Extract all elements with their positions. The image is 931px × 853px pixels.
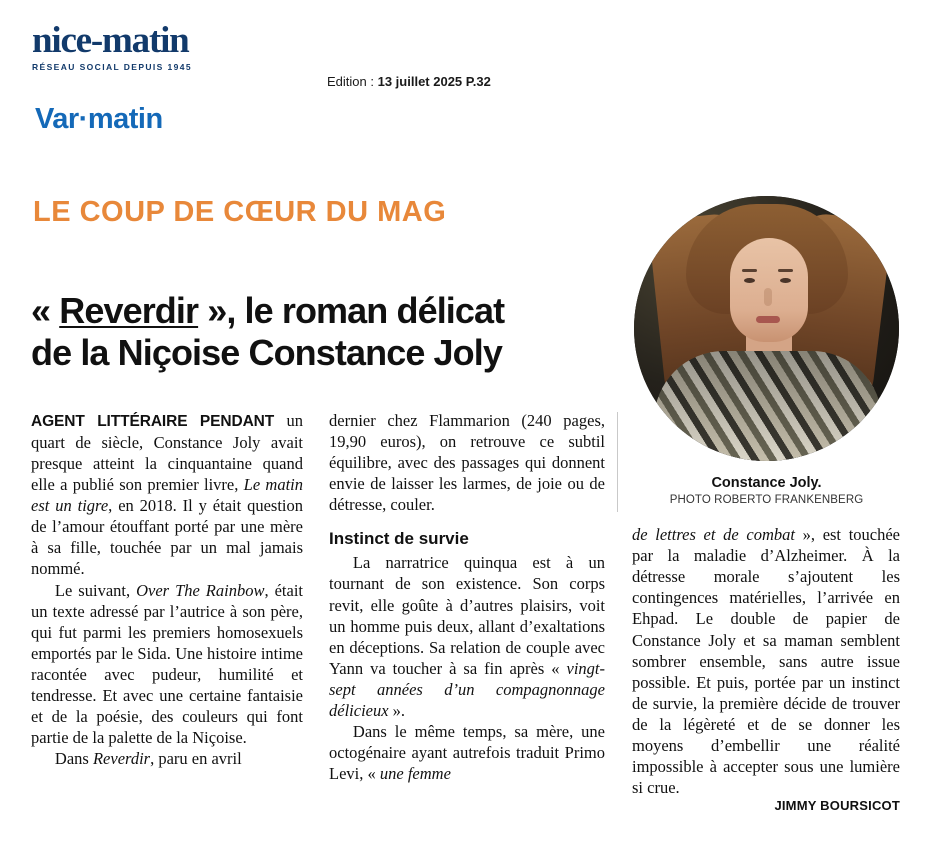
- nose: [764, 288, 772, 306]
- mouth: [756, 316, 780, 323]
- paragraph-text: », est touchée par la maladie d’Alzheimer. À la détresse morale s’ajoutent les contingences matérielles, l’arrivée en Ehpad. Le double de papier de Constance Joly et sa maman semblent sombrer ensemble, sans autre issue possible. Et puis, portée par un instinct de survie, la première décide de trouver de la légèreté et de se donner les moyens d’embellir une réalité impossible à accepter sous une lumière si crue.: [632, 525, 900, 798]
- logo-nice-matin-word: nice-matin: [32, 20, 189, 61]
- section-subheading: Instinct de survie: [329, 528, 469, 548]
- quote-italic: vingt-sept années d’un compagnonnage délicieux: [329, 658, 605, 721]
- paragraph-text: un quart de siècle, Constance Joly avait presque atteint la cinquantaine quand elle a publié son premier livre,: [31, 411, 303, 495]
- photo-caption-credit: PHOTO ROBERTO FRANKENBERG: [669, 494, 864, 506]
- book-title-italic: Over The Rainbow: [136, 580, 265, 600]
- logo-nice-matin-tagline: RÉSEAU SOCIAL DEPUIS 1945: [32, 62, 193, 72]
- paragraph: [329, 721, 605, 784]
- headline-line2: de la Niçoise Constance Joly: [31, 331, 502, 373]
- paragraph-text: Dans: [54, 749, 93, 769]
- edition-value: 13 juillet 2025 P.32: [377, 74, 491, 89]
- photo-caption-name: Constance Joly.: [711, 475, 822, 491]
- body-column-3: [632, 524, 900, 815]
- eye-left: [744, 278, 755, 283]
- body-column-1: [31, 410, 303, 770]
- body-column-2: [329, 410, 605, 785]
- paragraph-text: Le suivant,: [54, 580, 137, 600]
- edition-info: [327, 74, 491, 89]
- paragraph: [31, 748, 303, 769]
- article-kicker: LE COUP DE CŒUR DU MAG: [33, 196, 447, 228]
- paragraph-text: ».: [388, 701, 406, 721]
- quote-italic: de lettres et de combat: [632, 525, 795, 544]
- paragraph-text: , en 2018. Il y était question de l’amour étouffant porté par une mère à sa fille, touchée par un mal jamais nommé.: [31, 496, 303, 579]
- portrait-image: [634, 196, 899, 461]
- paragraph: [632, 524, 900, 798]
- eyebrow-right: [778, 269, 793, 272]
- book-title-italic: Le matin est un tigre: [31, 475, 304, 516]
- paragraph-text: , était un texte adressé par l’autrice à son père, qui fut parmi les premiers homosexuels emportés par le Sida. Une histoire intime racontée avec pudeur, humilité et tendresse. Et avec une certaine fantaisie et de la poésie, des couleurs qui font partie de la palette de la Niçoise.: [31, 580, 303, 748]
- column-divider: [617, 412, 618, 512]
- paragraph-text: Dans le même temps, sa mère, une octogénaire ayant autrefois traduit Primo Levi, «: [329, 722, 605, 784]
- quote-italic: une femme: [379, 764, 451, 784]
- article-photo-block: [634, 196, 899, 506]
- page-title: [31, 290, 631, 374]
- logo-nice-matin[interactable]: [32, 22, 192, 72]
- article-byline: JIMMY BOURSICOT: [774, 798, 900, 814]
- paragraph-text: La narratrice quinqua est à un tournant de son existence. Son corps revit, elle goûte à d’autres plaisirs, voit un homme puis deux, allant d’exaltations en déceptions. Sa relation de couple avec Yann va toucher à sa fin après «: [329, 553, 605, 678]
- headline-quote-open: «: [31, 290, 60, 332]
- headline-line1-rest: », le roman délicat: [198, 290, 505, 332]
- eye-right: [780, 278, 791, 283]
- eyebrow-left: [742, 269, 757, 272]
- headline-book-title: Reverdir: [59, 290, 199, 332]
- paragraph: [31, 580, 303, 749]
- lead-in-text: AGENT LITTÉRAIRE PENDANT: [31, 413, 275, 430]
- paragraph-text: , paru en avril: [150, 749, 242, 769]
- jacket-shading: [654, 351, 882, 461]
- book-title-italic: Reverdir: [92, 749, 151, 769]
- edition-label: Edition :: [327, 74, 374, 89]
- paragraph: [329, 552, 605, 721]
- masthead: [0, 0, 931, 170]
- paragraph: dernier chez Flammarion (240 pages, 19,90 euros), on retrouve ce subtil équilibre, avec des passages qui donnent envie de laisser les larmes, de joie ou de détresse, couler.: [329, 411, 605, 515]
- logo-var-matin[interactable]: Var·matin: [35, 103, 163, 135]
- paragraph: [31, 410, 303, 580]
